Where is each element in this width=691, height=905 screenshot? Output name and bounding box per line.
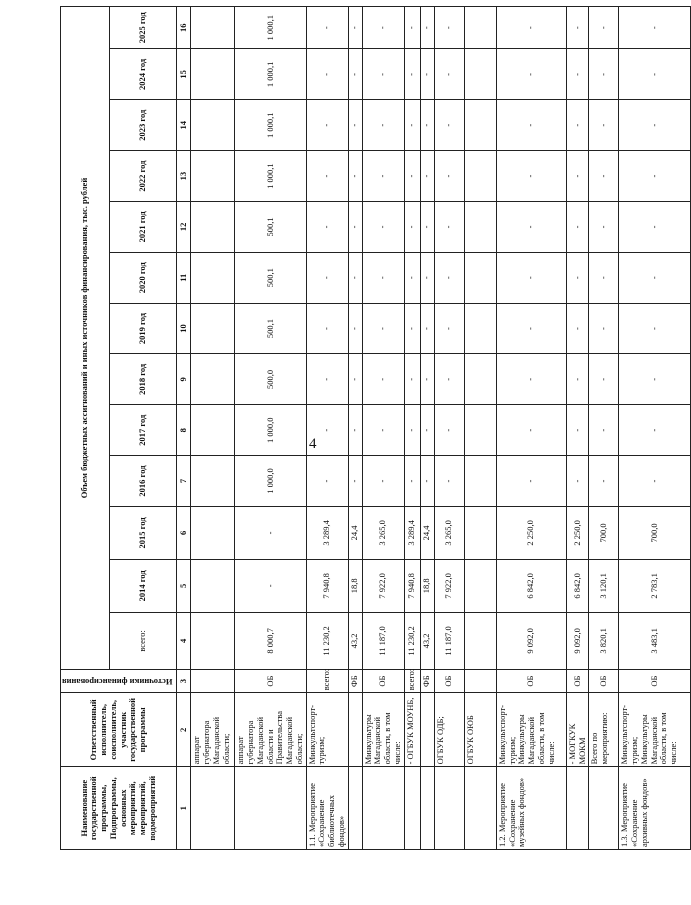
budget-table: [60, 6, 691, 850]
row-year-cell: -: [420, 354, 434, 405]
row-year-cell: -: [362, 49, 404, 100]
row-year-cell: -: [420, 252, 434, 303]
row-year-cell: 18,8: [420, 559, 434, 612]
row-source-cell: [464, 669, 496, 692]
row-year-cell: -: [306, 7, 348, 49]
row-name-cell: [191, 767, 235, 850]
row-name-cell: [404, 767, 420, 850]
row-total-cell: 3 820,1: [589, 612, 619, 669]
row-year-cell: -: [348, 151, 362, 202]
row-year-cell: -: [589, 49, 619, 100]
row-responsible-cell: - ОГБУК МОУНБ,: [404, 693, 420, 767]
row-year-cell: -: [496, 354, 566, 405]
row-year-cell: -: [434, 151, 464, 202]
header-year: 2022 год: [109, 151, 176, 202]
row-year-cell: -: [619, 100, 691, 151]
table-row: [434, 7, 464, 850]
col-number: 11: [177, 252, 191, 303]
row-source-cell: всего:: [404, 669, 420, 692]
row-year-cell: -: [566, 354, 589, 405]
row-year-cell: [191, 252, 235, 303]
row-year-cell: 1 000,1: [235, 49, 306, 100]
row-year-cell: -: [496, 405, 566, 456]
row-year-cell: [464, 201, 496, 252]
row-year-cell: 24,4: [420, 506, 434, 559]
table-row: [619, 7, 691, 850]
row-source-cell: ОБ: [566, 669, 589, 692]
row-year-cell: -: [619, 7, 691, 49]
row-year-cell: [464, 252, 496, 303]
row-name-cell: [420, 767, 434, 850]
row-responsible-cell: Всего по мероприятию:: [589, 693, 619, 767]
row-responsible-cell: аппарат губернатора Магаданской области и Правительства Магаданской области;: [235, 693, 306, 767]
row-responsible-cell: [420, 693, 434, 767]
row-year-cell: -: [420, 151, 434, 202]
row-year-cell: -: [348, 405, 362, 456]
row-year-cell: 1 000,0: [235, 405, 306, 456]
col-number: 2: [177, 693, 191, 767]
row-year-cell: -: [619, 49, 691, 100]
row-year-cell: -: [306, 303, 348, 354]
row-year-cell: -: [496, 151, 566, 202]
row-year-cell: -: [362, 252, 404, 303]
row-total-cell: 3 483,1: [619, 612, 691, 669]
row-year-cell: -: [619, 354, 691, 405]
row-year-cell: -: [496, 7, 566, 49]
row-year-cell: [464, 7, 496, 49]
row-year-cell: -: [404, 7, 420, 49]
col-number: 12: [177, 201, 191, 252]
row-year-cell: -: [235, 559, 306, 612]
row-name-cell: 1.1. Мероприятие «Сохранение библиотечных фондов»: [306, 767, 348, 850]
col-number: 6: [177, 506, 191, 559]
row-source-cell: ОБ: [362, 669, 404, 692]
row-source-cell: ОБ: [496, 669, 566, 692]
row-year-cell: 2 250,0: [566, 506, 589, 559]
row-name-cell: [464, 767, 496, 850]
row-responsible-cell: Минкультспорт-туризм; Минкультуры Магаданской области, в том числе:: [496, 693, 566, 767]
row-year-cell: -: [566, 456, 589, 507]
row-year-cell: -: [619, 405, 691, 456]
header-year: 2019 год: [109, 303, 176, 354]
table-row: [191, 7, 235, 850]
row-year-cell: -: [434, 303, 464, 354]
row-name-cell: 1.3. Мероприятие «Сохранение архивных фондов»: [619, 767, 691, 850]
row-year-cell: 1 000,1: [235, 7, 306, 49]
row-year-cell: 7 940,8: [306, 559, 348, 612]
row-year-cell: -: [589, 151, 619, 202]
row-total-cell: 9 092,0: [496, 612, 566, 669]
row-year-cell: -: [362, 405, 404, 456]
row-year-cell: [464, 100, 496, 151]
row-year-cell: -: [420, 7, 434, 49]
row-year-cell: 1 000,0: [235, 456, 306, 507]
row-name-cell: [348, 767, 362, 850]
table-row: [362, 7, 404, 850]
row-year-cell: -: [589, 252, 619, 303]
table-row: [235, 7, 306, 850]
row-year-cell: -: [404, 405, 420, 456]
row-year-cell: -: [619, 201, 691, 252]
row-year-cell: -: [619, 456, 691, 507]
row-year-cell: [191, 303, 235, 354]
row-source-cell: ОБ: [619, 669, 691, 692]
row-source-cell: [191, 669, 235, 692]
row-total-cell: [191, 612, 235, 669]
row-year-cell: -: [306, 151, 348, 202]
row-year-cell: 1 000,1: [235, 100, 306, 151]
row-source-cell: ФБ: [420, 669, 434, 692]
header-source: Источники финансирования: [61, 669, 177, 692]
row-year-cell: -: [362, 7, 404, 49]
row-responsible-cell: - МОГКУК МОКМ: [566, 693, 589, 767]
row-name-cell: [566, 767, 589, 850]
row-source-cell: ОБ: [235, 669, 306, 692]
col-number: 7: [177, 456, 191, 507]
col-number: 9: [177, 354, 191, 405]
row-year-cell: -: [306, 252, 348, 303]
row-year-cell: -: [420, 201, 434, 252]
row-year-cell: -: [362, 201, 404, 252]
row-year-cell: -: [420, 100, 434, 151]
table-row: [496, 7, 566, 850]
table-row: [589, 7, 619, 850]
row-year-cell: -: [348, 100, 362, 151]
table-row: [348, 7, 362, 850]
row-source-cell: всего:: [306, 669, 348, 692]
header-year: 2018 год: [109, 354, 176, 405]
col-number: 1: [177, 767, 191, 850]
row-year-cell: [464, 559, 496, 612]
row-year-cell: -: [566, 405, 589, 456]
row-year-cell: -: [306, 100, 348, 151]
col-number: 14: [177, 100, 191, 151]
row-year-cell: -: [589, 7, 619, 49]
row-year-cell: -: [306, 49, 348, 100]
row-year-cell: -: [306, 456, 348, 507]
row-name-cell: [362, 767, 404, 850]
row-responsible-cell: Минкультуры Магаданской области, в том числе:: [362, 693, 404, 767]
header-volume: Объем бюджетных ассигнований и иных источников финансирования, тыс. рублей: [61, 7, 110, 670]
table-row: [306, 7, 348, 850]
row-total-cell: 9 092,0: [566, 612, 589, 669]
row-responsible-cell: Минкультспорт-туризм;: [306, 693, 348, 767]
row-year-cell: -: [404, 201, 420, 252]
col-number: 8: [177, 405, 191, 456]
row-year-cell: -: [434, 354, 464, 405]
row-year-cell: -: [566, 151, 589, 202]
row-year-cell: -: [589, 100, 619, 151]
header-year: 2020 год: [109, 252, 176, 303]
rotated-table-wrapper: [60, 6, 679, 850]
row-year-cell: -: [589, 456, 619, 507]
header-year: 2025 год: [109, 7, 176, 49]
header-year: 2021 год: [109, 201, 176, 252]
row-year-cell: -: [362, 354, 404, 405]
row-responsible-cell: ОГБУК ОДБ;: [434, 693, 464, 767]
header-name: Наименование государственной программы, Подпрограммы, основных мероприятий, мероприятий, подмероприятий: [61, 767, 177, 850]
row-year-cell: 1 000,1: [235, 151, 306, 202]
row-year-cell: -: [566, 7, 589, 49]
row-year-cell: [464, 151, 496, 202]
row-year-cell: [464, 405, 496, 456]
row-year-cell: -: [420, 49, 434, 100]
row-year-cell: -: [348, 303, 362, 354]
row-total-cell: 43,2: [348, 612, 362, 669]
table-body: [191, 7, 691, 850]
row-year-cell: -: [434, 201, 464, 252]
row-year-cell: 3 265,0: [362, 506, 404, 559]
row-year-cell: -: [362, 151, 404, 202]
row-year-cell: -: [348, 252, 362, 303]
row-year-cell: [191, 7, 235, 49]
row-year-cell: -: [496, 456, 566, 507]
row-year-cell: -: [362, 456, 404, 507]
row-year-cell: 2 783,1: [619, 559, 691, 612]
row-year-cell: -: [589, 354, 619, 405]
row-year-cell: 3 265,0: [434, 506, 464, 559]
row-year-cell: -: [306, 201, 348, 252]
row-year-cell: -: [434, 49, 464, 100]
row-source-cell: ОБ: [434, 669, 464, 692]
row-year-cell: -: [589, 201, 619, 252]
col-number: 16: [177, 7, 191, 49]
row-year-cell: -: [496, 252, 566, 303]
col-number: 10: [177, 303, 191, 354]
table-row: [566, 7, 589, 850]
row-total-cell: 11 230,2: [404, 612, 420, 669]
row-year-cell: -: [235, 506, 306, 559]
row-year-cell: 700,0: [619, 506, 691, 559]
row-year-cell: -: [348, 201, 362, 252]
row-year-cell: -: [589, 405, 619, 456]
row-year-cell: 500,0: [235, 354, 306, 405]
row-year-cell: [191, 559, 235, 612]
row-year-cell: -: [420, 303, 434, 354]
row-year-cell: -: [496, 100, 566, 151]
row-year-cell: [191, 49, 235, 100]
row-year-cell: -: [434, 7, 464, 49]
row-source-cell: ФБ: [348, 669, 362, 692]
row-total-cell: 43,2: [420, 612, 434, 669]
row-year-cell: 7 922,0: [434, 559, 464, 612]
col-number: 5: [177, 559, 191, 612]
row-year-cell: -: [496, 303, 566, 354]
row-year-cell: [464, 456, 496, 507]
col-number: 15: [177, 49, 191, 100]
row-year-cell: [464, 49, 496, 100]
row-year-cell: -: [434, 405, 464, 456]
table-row: [404, 7, 420, 850]
col-number: 3: [177, 669, 191, 692]
row-year-cell: -: [566, 100, 589, 151]
row-year-cell: -: [619, 252, 691, 303]
row-year-cell: 6 842,0: [566, 559, 589, 612]
row-year-cell: 18,8: [348, 559, 362, 612]
col-number: 4: [177, 612, 191, 669]
row-year-cell: 3 289,4: [306, 506, 348, 559]
row-year-cell: -: [404, 49, 420, 100]
row-year-cell: -: [420, 405, 434, 456]
row-year-cell: -: [348, 49, 362, 100]
row-year-cell: 2 250,0: [496, 506, 566, 559]
row-name-cell: [589, 767, 619, 850]
row-year-cell: -: [348, 456, 362, 507]
row-year-cell: 7 922,0: [362, 559, 404, 612]
row-total-cell: 8 000,7: [235, 612, 306, 669]
row-year-cell: -: [434, 252, 464, 303]
row-total-cell: 11 187,0: [434, 612, 464, 669]
row-year-cell: -: [404, 252, 420, 303]
row-year-cell: -: [404, 303, 420, 354]
row-year-cell: [191, 456, 235, 507]
row-name-cell: [434, 767, 464, 850]
header-responsible: Ответственный исполнитель, соисполнитель, участник государственной программы: [61, 693, 177, 767]
header-year: 2023 год: [109, 100, 176, 151]
row-name-cell: 1.2. Мероприятие «Сохранение музейных фондов»: [496, 767, 566, 850]
row-year-cell: -: [566, 252, 589, 303]
row-year-cell: [191, 100, 235, 151]
header-year: 2015 год: [109, 506, 176, 559]
row-responsible-cell: Минкультспорт-туризм; Минкультуры Магаданской области, в том числе:: [619, 693, 691, 767]
row-year-cell: 700,0: [589, 506, 619, 559]
row-year-cell: -: [566, 303, 589, 354]
row-responsible-cell: аппарат губернатора Магаданской области;: [191, 693, 235, 767]
row-total-cell: [464, 612, 496, 669]
row-year-cell: -: [434, 100, 464, 151]
row-year-cell: -: [496, 201, 566, 252]
column-number-row: [177, 7, 191, 850]
rotated-table-canvas: [60, 6, 679, 850]
row-year-cell: [464, 303, 496, 354]
row-year-cell: [191, 201, 235, 252]
row-responsible-cell: ОГБУК ОЮБ: [464, 693, 496, 767]
row-year-cell: 500,1: [235, 201, 306, 252]
row-year-cell: -: [306, 354, 348, 405]
row-year-cell: -: [566, 49, 589, 100]
row-year-cell: 500,1: [235, 252, 306, 303]
row-year-cell: -: [404, 456, 420, 507]
row-year-cell: -: [496, 49, 566, 100]
row-year-cell: -: [404, 354, 420, 405]
row-year-cell: [191, 354, 235, 405]
row-year-cell: 7 940,8: [404, 559, 420, 612]
row-year-cell: [464, 506, 496, 559]
row-year-cell: -: [589, 303, 619, 354]
header-year: 2024 год: [109, 49, 176, 100]
header-year: 2014 год: [109, 559, 176, 612]
row-year-cell: -: [348, 7, 362, 49]
row-year-cell: -: [404, 151, 420, 202]
row-total-cell: 11 187,0: [362, 612, 404, 669]
row-year-cell: -: [434, 456, 464, 507]
row-year-cell: -: [362, 100, 404, 151]
header-year: 2016 год: [109, 456, 176, 507]
row-year-cell: 3 289,4: [404, 506, 420, 559]
row-year-cell: -: [566, 201, 589, 252]
row-year-cell: 24,4: [348, 506, 362, 559]
row-year-cell: [191, 506, 235, 559]
table-row: [464, 7, 496, 850]
row-year-cell: 3 120,1: [589, 559, 619, 612]
row-year-cell: -: [362, 303, 404, 354]
row-responsible-cell: [348, 693, 362, 767]
row-year-cell: [464, 354, 496, 405]
row-year-cell: -: [404, 100, 420, 151]
header-year: 2017 год: [109, 405, 176, 456]
row-year-cell: [191, 151, 235, 202]
row-year-cell: -: [420, 456, 434, 507]
row-year-cell: 6 842,0: [496, 559, 566, 612]
col-number: 13: [177, 151, 191, 202]
table-row: [420, 7, 434, 850]
row-total-cell: 11 230,2: [306, 612, 348, 669]
page-number: 4: [309, 436, 317, 452]
row-name-cell: [235, 767, 306, 850]
row-year-cell: -: [306, 405, 348, 456]
header-row-top: [61, 7, 110, 850]
header-total: всего:: [109, 612, 176, 669]
row-year-cell: -: [619, 303, 691, 354]
row-year-cell: 500,1: [235, 303, 306, 354]
row-year-cell: -: [348, 354, 362, 405]
row-year-cell: [191, 405, 235, 456]
row-source-cell: ОБ: [589, 669, 619, 692]
row-year-cell: -: [619, 151, 691, 202]
